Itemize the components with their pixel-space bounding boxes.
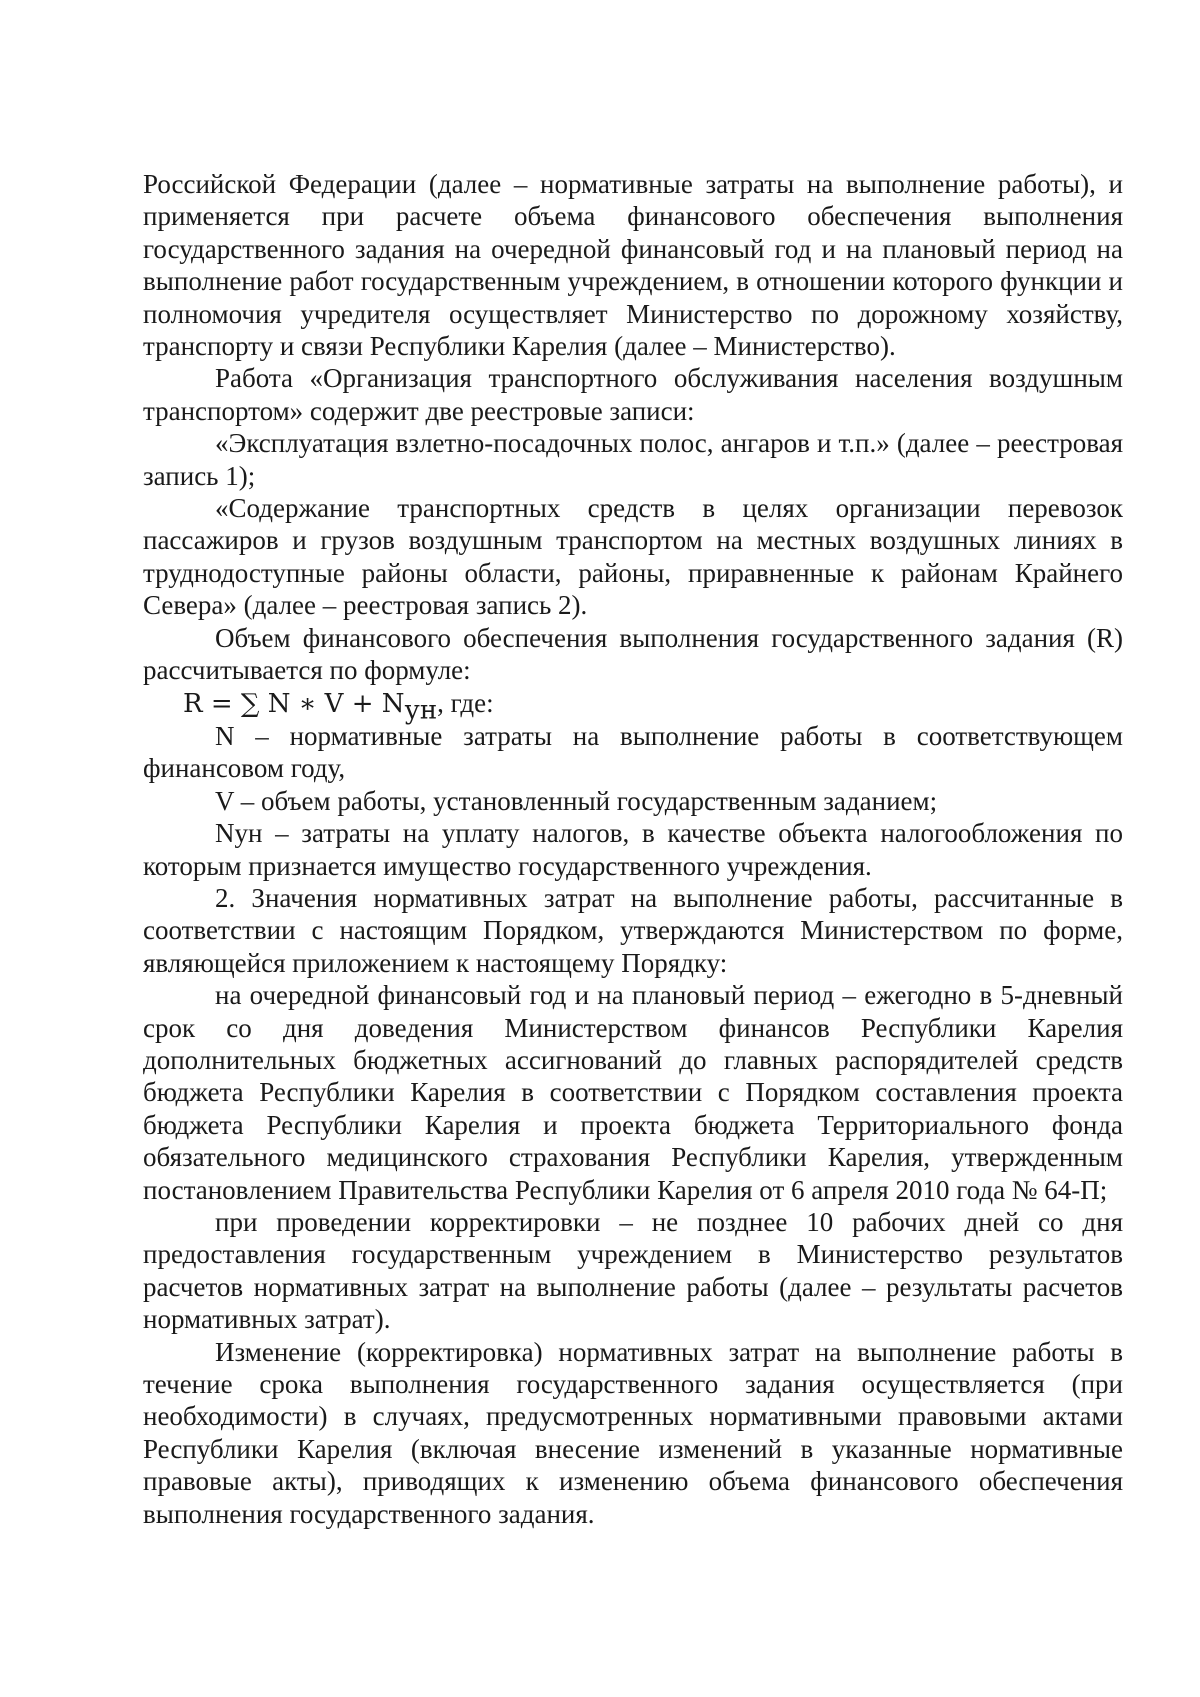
document-page [143,168,1123,1530]
paragraph-definition-nun: Nун – затраты на уплату налогов, в качестве объекта налогообложения по которым признается имущество государственного учреждения. [143,818,1123,881]
paragraph-formula-intro: Объем финансового обеспечения выполнения государственного задания (R) рассчитывается по формуле: [143,622,1123,686]
paragraph-change: Изменение (корректировка) нормативных затрат на выполнение работы в течение срока выполнения государственного задания осуществляется (при необходимости) в случаях, предусмотренных нормативными правовыми актами Республики Карелия (включая внесение изменений в указанные нормативные правовые акты), приводящих к изменению объема финансового обеспечения выполнения государственного задания. [143,1336,1123,1529]
paragraph-work-description: Работа «Организация транспортного обслуживания населения воздушным транспортом» содержит две реестровые записи: [143,363,1123,426]
formula-suffix: , где: [437,687,494,718]
formula-subscript: ун [404,694,438,725]
paragraph-registry-entry-2: «Содержание транспортных средств в целях организации перевозок пассажиров и грузов воздушным транспортом на местных воздушных линиях в труднодоступные районы области, районы, приравненные к районам Крайнего Севера» (далее – реестровая запись 2). [143,493,1123,621]
paragraph-adjustment: при проведении корректировки – не позднее 10 рабочих дней со дня предоставления государственным учреждением в Министерство результатов расчетов нормативных затрат на выполнение работы (далее – результаты расчетов нормативных затрат). [143,1207,1123,1335]
formula-main: R = ∑ N ∗ V + N [183,688,405,719]
paragraph-intro: Российской Федерации (далее – нормативные затраты на выполнение работы), и применяется при расчете объема финансового обеспечения выполнения государственного задания на очередной финансовый год и на плановый период на выполнение работ государственным учреждением, в отношении которого функции и полномочия учредителя осуществляет Министерство по дорожному хозяйству, транспорту и связи Республики Карелия (далее – Министерство). [143,169,1123,362]
paragraph-definition-n: N – нормативные затраты на выполнение работы в соответствующем финансовом году, [143,720,1123,784]
paragraph-definition-v: V – объем работы, установленный государственным заданием; [215,785,938,816]
paragraph-section-2: 2. Значения нормативных затрат на выполнение работы, рассчитанные в соответствии с настоящим Порядком, утверждаются Министерством по форме, являющейся приложением к настоящему Порядку: [143,882,1123,978]
formula [143,687,1123,725]
paragraph-annual-approval: на очередной финансовый год и на плановый период – ежегодно в 5-дневный срок со дня доведения Министерством финансов Республики Карелия дополнительных бюджетных ассигнований до главных распорядителей средств бюджета Республики Карелия в соответствии с Порядком составления проекта бюджета Республики Карелия и проекта бюджета Территориального фонда обязательного медицинского страхования Республики Карелия, утвержденным постановлением Правительства Республики Карелия от 6 апреля 2010 года № 64-П; [143,980,1123,1205]
paragraph-registry-entry-1: «Эксплуатация взлетно-посадочных полос, ангаров и т.п.» (далее – реестровая запись 1); [143,428,1123,491]
